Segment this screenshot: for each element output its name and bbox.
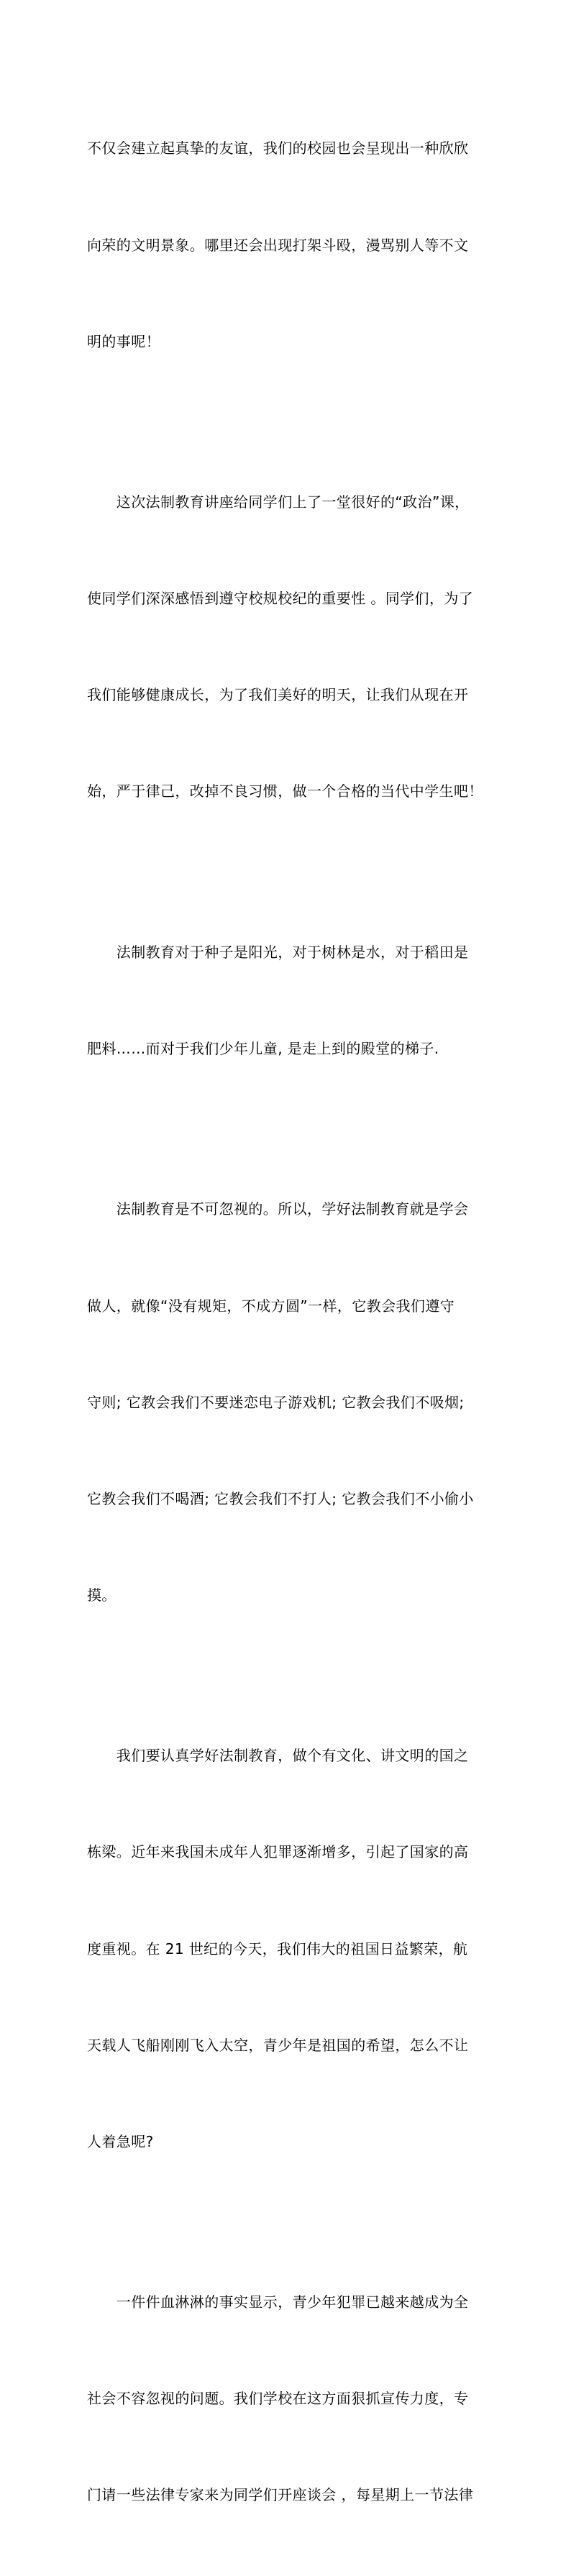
text-line: 不仅会建立起真挚的友谊，我们的校园也会呈现出一种欣欣 bbox=[87, 140, 469, 157]
text-line: 栋梁。近年来我国未成年人犯罪逐渐增多，引起了国家的高 bbox=[87, 1843, 469, 1861]
text-line: 我们要认真学好法制教育，做个有文化、讲文明的国之 bbox=[87, 1747, 469, 1765]
text-line: 做人，就像“没有规矩，不成方圆”一样，它教会我们遵守 bbox=[87, 1297, 455, 1315]
text-line: 我们能够健康成长，为了我们美好的明天，让我们从现在开 bbox=[87, 686, 469, 704]
text-line: 法制教育对于种子是阳光，对于树林是水，对于稻田是 bbox=[87, 943, 469, 961]
text-line: 度重视。在 21 世纪的今天，我们伟大的祖国日益繁荣，航 bbox=[87, 1940, 468, 1958]
text-line: 肥料……而对于我们少年儿童, 是走上到的殿堂的梯子. bbox=[87, 1039, 439, 1057]
text-line: 人着急呢? bbox=[87, 2132, 154, 2150]
text-line: 天载人飞船刚刚飞入太空，青少年是祖国的希望，怎么不让 bbox=[87, 2036, 469, 2054]
text-line: 向荣的文明景象。哪里还会出现打架斗殴，漫骂别人等不文 bbox=[87, 236, 469, 254]
paragraph-3 bbox=[87, 872, 487, 1129]
text-line: 明的事呢！ bbox=[87, 332, 160, 350]
paragraph-1 bbox=[87, 68, 487, 422]
text-line: 守则; 它教会我们不要迷恋电子游戏机; 它教会我们不吸烟; bbox=[87, 1393, 465, 1411]
text-line: 一件件血淋淋的事实显示，青少年犯罪已越来越成为全 bbox=[87, 2293, 469, 2311]
paragraph-5 bbox=[87, 1676, 487, 2222]
text-line: 门请一些法律专家来为同学们开座谈会 ，每星期上一节法律 bbox=[87, 2486, 474, 2504]
text-line: 摸。 bbox=[87, 1586, 117, 1604]
paragraph-6 bbox=[87, 2222, 487, 2576]
text-line: 法制教育是不可忽视的。所以，学好法制教育就是学会 bbox=[87, 1200, 469, 1218]
text-line: 始，严于律己，改掉不良习惯，做一个合格的当代中学生吧！ bbox=[87, 782, 483, 800]
paragraph-4 bbox=[87, 1129, 487, 1676]
paragraph-2 bbox=[87, 422, 487, 872]
text-line: 这次法制教育讲座给同学们上了一堂很好的“政治”课， bbox=[87, 493, 470, 511]
text-line: 社会不容忽视的问题。我们学校在这方面狠抓宣传力度，专 bbox=[87, 2390, 469, 2408]
document-body bbox=[87, 68, 487, 2576]
text-line: 使同学们深深感悟到遵守校规校纪的重要性 。同学们，为了 bbox=[87, 590, 474, 608]
text-line: 它教会我们不喝酒; 它教会我们不打人; 它教会我们不小偷小 bbox=[87, 1489, 474, 1507]
